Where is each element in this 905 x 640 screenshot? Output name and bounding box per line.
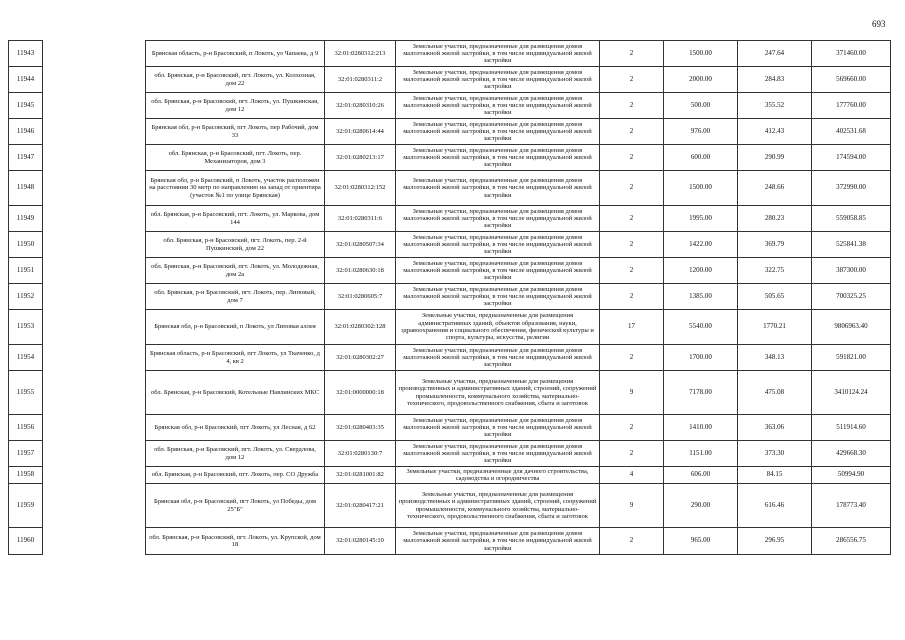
row-number: 11949 bbox=[9, 206, 43, 232]
address-cell: обл. Брянская, р-н Брасовский, пгт. Локоть, ул. Пушкинская, дом 12 bbox=[146, 93, 325, 119]
area-cell: 290.00 bbox=[664, 484, 738, 528]
blank-cell bbox=[43, 441, 146, 467]
cadastral-value-cell: 525841.38 bbox=[812, 232, 891, 258]
address-cell: Брянская обл, р-н Брасовский, п Локоть, ул Липовая аллея bbox=[146, 310, 325, 345]
area-cell: 965.00 bbox=[664, 528, 738, 555]
cadastral-value-cell: 9806963.40 bbox=[812, 310, 891, 345]
land-use-purpose-cell: Земельные участки, предназначенные для размещения домов малоэтажной жилой застройки, в том числе индивидуальной жилой застройки bbox=[396, 345, 600, 371]
area-cell: 1995.00 bbox=[664, 206, 738, 232]
use-group-cell: 2 bbox=[600, 145, 664, 171]
use-group-cell: 2 bbox=[600, 93, 664, 119]
use-group-cell: 2 bbox=[600, 258, 664, 284]
row-number: 11947 bbox=[9, 145, 43, 171]
land-use-purpose-cell: Земельные участки, предназначенные для размещения домов малоэтажной жилой застройки, в том числе индивидуальной жилой застройки bbox=[396, 415, 600, 441]
cadastral-value-cell: 511914.60 bbox=[812, 415, 891, 441]
row-number: 11950 bbox=[9, 232, 43, 258]
address-cell: обл. Брянская, р-н Брасовский, Котельные Навлинских МКС bbox=[146, 371, 325, 415]
blank-cell bbox=[43, 232, 146, 258]
blank-cell bbox=[43, 206, 146, 232]
row-number: 11953 bbox=[9, 310, 43, 345]
land-use-purpose-cell: Земельные участки, предназначенные для размещения домов малоэтажной жилой застройки, в том числе индивидуальной жилой застройки bbox=[396, 206, 600, 232]
cadastral-number-cell: 32:01:0280302:128 bbox=[325, 310, 396, 345]
specific-value-cell: 369.79 bbox=[738, 232, 812, 258]
table-row bbox=[9, 345, 891, 371]
area-cell: 5540.00 bbox=[664, 310, 738, 345]
table-row bbox=[9, 67, 891, 93]
use-group-cell: 2 bbox=[600, 415, 664, 441]
land-use-purpose-cell: Земельные участки, предназначенные для размещения домов малоэтажной жилой застройки, в том числе индивидуальной жилой застройки bbox=[396, 41, 600, 67]
table-row bbox=[9, 441, 891, 467]
table-row bbox=[9, 310, 891, 345]
use-group-cell: 2 bbox=[600, 67, 664, 93]
cadastral-number-cell: 32:01:0280302:27 bbox=[325, 345, 396, 371]
row-number: 11951 bbox=[9, 258, 43, 284]
cadastral-value-cell: 286556.75 bbox=[812, 528, 891, 555]
area-cell: 1151.00 bbox=[664, 441, 738, 467]
specific-value-cell: 290.99 bbox=[738, 145, 812, 171]
row-number: 11952 bbox=[9, 284, 43, 310]
cadastral-value-cell: 178773.40 bbox=[812, 484, 891, 528]
address-cell: Брянская обл, р-н Брасовский, пгт Локоть, ул Победы, дом 25"Б" bbox=[146, 484, 325, 528]
table-row bbox=[9, 232, 891, 258]
use-group-cell: 17 bbox=[600, 310, 664, 345]
address-cell: Брянская обл, р-н Брасовский, п Локоть, участок расположен на расстоянии 30 метр по направлению на запад от ориентира (участок №1 по улице Брянская) bbox=[146, 171, 325, 206]
row-number: 11944 bbox=[9, 67, 43, 93]
row-number: 11945 bbox=[9, 93, 43, 119]
area-cell: 1385.00 bbox=[664, 284, 738, 310]
cadastral-value-cell: 700325.25 bbox=[812, 284, 891, 310]
use-group-cell: 2 bbox=[600, 41, 664, 67]
area-cell: 1500.00 bbox=[664, 171, 738, 206]
specific-value-cell: 475.08 bbox=[738, 371, 812, 415]
use-group-cell: 9 bbox=[600, 484, 664, 528]
table-row bbox=[9, 206, 891, 232]
blank-cell bbox=[43, 145, 146, 171]
cadastral-number-cell: 32:01:0280130:7 bbox=[325, 441, 396, 467]
cadastral-number-cell: 32:01:0280311:6 bbox=[325, 206, 396, 232]
table-row bbox=[9, 258, 891, 284]
row-number: 11954 bbox=[9, 345, 43, 371]
row-number: 11948 bbox=[9, 171, 43, 206]
land-use-purpose-cell: Земельные участки, предназначенные для размещения производственных и административных зданий, строений, сооружений промышленности, коммунального хозяйства, материально-технического, продовольственного снабжения, сбыта и заготовок bbox=[396, 371, 600, 415]
address-cell: обл. Брянская, р-н Брасовский, пгт. Локоть, ул. Молодежная, дом 2а bbox=[146, 258, 325, 284]
blank-cell bbox=[43, 258, 146, 284]
specific-value-cell: 248.66 bbox=[738, 171, 812, 206]
address-cell: обл. Брянская, р-н Брасовский, пгт. Локоть, пер. Механизаторов, дом 3 bbox=[146, 145, 325, 171]
area-cell: 7178.00 bbox=[664, 371, 738, 415]
area-cell: 2000.00 bbox=[664, 67, 738, 93]
cadastral-number-cell: 32:01:0280312:213 bbox=[325, 41, 396, 67]
specific-value-cell: 355.52 bbox=[738, 93, 812, 119]
cadastral-value-cell: 591821.00 bbox=[812, 345, 891, 371]
land-use-purpose-cell: Земельные участки, предназначенные для размещения производственных и административных зданий, строений, сооружений промышленности, коммунального хозяйства, материально-технического, продовольственного снабжения, сбыта и заготовок bbox=[396, 484, 600, 528]
row-number: 11943 bbox=[9, 41, 43, 67]
table-row bbox=[9, 41, 891, 67]
blank-cell bbox=[43, 93, 146, 119]
area-cell: 1422.00 bbox=[664, 232, 738, 258]
address-cell: обл. Брянская, р-н Брасовский, пгт. Локоть, пер. СО Дружба bbox=[146, 467, 325, 484]
specific-value-cell: 322.75 bbox=[738, 258, 812, 284]
row-number: 11959 bbox=[9, 484, 43, 528]
use-group-cell: 2 bbox=[600, 284, 664, 310]
row-number: 11958 bbox=[9, 467, 43, 484]
cadastral-value-table bbox=[8, 40, 891, 555]
use-group-cell: 2 bbox=[600, 528, 664, 555]
land-use-purpose-cell: Земельные участки, предназначенные для размещения домов малоэтажной жилой застройки, в том числе индивидуальной жилой застройки bbox=[396, 258, 600, 284]
address-cell: Брянская обл, р-н Брасовский, пгт Локоть, пер Рабочий, дом 33 bbox=[146, 119, 325, 145]
land-use-purpose-cell: Земельные участки, предназначенные для размещения домов малоэтажной жилой застройки, в том числе индивидуальной жилой застройки bbox=[396, 171, 600, 206]
address-cell: Брянская обл, р-н Брасовский, пгт Локоть, ул Лесная, д 62 bbox=[146, 415, 325, 441]
blank-cell bbox=[43, 171, 146, 206]
cadastral-value-cell: 372990.00 bbox=[812, 171, 891, 206]
table-row bbox=[9, 484, 891, 528]
cadastral-number-cell: 32:01:0280417:21 bbox=[325, 484, 396, 528]
page-number: 693 bbox=[872, 19, 886, 29]
area-cell: 606.00 bbox=[664, 467, 738, 484]
table-row bbox=[9, 467, 891, 484]
blank-cell bbox=[43, 41, 146, 67]
land-use-purpose-cell: Земельные участки, предназначенные для размещения домов малоэтажной жилой застройки, в том числе индивидуальной жилой застройки bbox=[396, 67, 600, 93]
area-cell: 1410.00 bbox=[664, 415, 738, 441]
use-group-cell: 4 bbox=[600, 467, 664, 484]
specific-value-cell: 1770.21 bbox=[738, 310, 812, 345]
table-row bbox=[9, 145, 891, 171]
cadastral-number-cell: 32:01:0280312:152 bbox=[325, 171, 396, 206]
table-row bbox=[9, 415, 891, 441]
row-number: 11946 bbox=[9, 119, 43, 145]
specific-value-cell: 505.65 bbox=[738, 284, 812, 310]
blank-cell bbox=[43, 371, 146, 415]
land-use-purpose-cell: Земельные участки, предназначенные для размещения домов малоэтажной жилой застройки, в том числе индивидуальной жилой застройки bbox=[396, 145, 600, 171]
land-use-purpose-cell: Земельные участки, предназначенные для размещения домов малоэтажной жилой застройки, в том числе индивидуальной жилой застройки bbox=[396, 119, 600, 145]
address-cell: обл. Брянская, р-н Брасовский, пгт. Локоть, пер. Липовый, дом 7 bbox=[146, 284, 325, 310]
table-row bbox=[9, 284, 891, 310]
cadastral-value-cell: 387300.00 bbox=[812, 258, 891, 284]
address-cell: обл. Брянская, р-н Брасовский, пгт. Локоть, ул. Колхозная, дом 22 bbox=[146, 67, 325, 93]
specific-value-cell: 247.64 bbox=[738, 41, 812, 67]
area-cell: 1500.00 bbox=[664, 41, 738, 67]
address-cell: Брянская область, р-н Брасовский, пгт Локоть, ул Ткаченко, д 4, кв 2 bbox=[146, 345, 325, 371]
cadastral-value-cell: 429668.30 bbox=[812, 441, 891, 467]
table-body bbox=[9, 41, 891, 555]
cadastral-number-cell: 32:01:0280403:35 bbox=[325, 415, 396, 441]
table-row bbox=[9, 528, 891, 555]
cadastral-number-cell: 32:01:0280213:17 bbox=[325, 145, 396, 171]
cadastral-value-cell: 3410124.24 bbox=[812, 371, 891, 415]
use-group-cell: 2 bbox=[600, 171, 664, 206]
land-use-purpose-cell: Земельные участки, предназначенные для размещения домов малоэтажной жилой застройки, в том числе индивидуальной жилой застройки bbox=[396, 284, 600, 310]
row-number: 11955 bbox=[9, 371, 43, 415]
cadastral-value-cell: 559058.85 bbox=[812, 206, 891, 232]
cadastral-number-cell: 32:01:0281001:82 bbox=[325, 467, 396, 484]
row-number: 11960 bbox=[9, 528, 43, 555]
specific-value-cell: 284.83 bbox=[738, 67, 812, 93]
cadastral-number-cell: 32:01:0280507:34 bbox=[325, 232, 396, 258]
specific-value-cell: 84.15 bbox=[738, 467, 812, 484]
blank-cell bbox=[43, 67, 146, 93]
table-row bbox=[9, 171, 891, 206]
cadastral-number-cell: 32:01:0000000:18 bbox=[325, 371, 396, 415]
use-group-cell: 2 bbox=[600, 119, 664, 145]
land-use-purpose-cell: Земельные участки, предназначенные для размещения домов малоэтажной жилой застройки, в том числе индивидуальной жилой застройки bbox=[396, 528, 600, 555]
address-cell: обл. Брянская, р-н Брасовский, пгт. Локоть, пер. 2-й Пушкинский, дом 22 bbox=[146, 232, 325, 258]
use-group-cell: 2 bbox=[600, 345, 664, 371]
use-group-cell: 9 bbox=[600, 371, 664, 415]
cadastral-value-cell: 569660.00 bbox=[812, 67, 891, 93]
cadastral-value-cell: 371460.00 bbox=[812, 41, 891, 67]
specific-value-cell: 348.13 bbox=[738, 345, 812, 371]
land-use-purpose-cell: Земельные участки, предназначенные для размещения домов малоэтажной жилой застройки, в том числе индивидуальной жилой застройки bbox=[396, 93, 600, 119]
blank-cell bbox=[43, 345, 146, 371]
table-row bbox=[9, 119, 891, 145]
area-cell: 1700.00 bbox=[664, 345, 738, 371]
blank-cell bbox=[43, 484, 146, 528]
specific-value-cell: 363.06 bbox=[738, 415, 812, 441]
address-cell: обл. Брянская, р-н Брасовский, пгт. Локоть, ул. Крупской, дом 18 bbox=[146, 528, 325, 555]
cadastral-number-cell: 32:01:0280311:2 bbox=[325, 67, 396, 93]
blank-cell bbox=[43, 415, 146, 441]
cadastral-value-cell: 50994.90 bbox=[812, 467, 891, 484]
cadastral-value-cell: 177760.00 bbox=[812, 93, 891, 119]
land-use-purpose-cell: Земельные участки, предназначенные для размещения домов малоэтажной жилой застройки, в том числе индивидуальной жилой застройки bbox=[396, 441, 600, 467]
cadastral-number-cell: 32:01:0280145:10 bbox=[325, 528, 396, 555]
row-number: 11956 bbox=[9, 415, 43, 441]
cadastral-number-cell: 32:01:0280630:18 bbox=[325, 258, 396, 284]
address-cell: обл. Брянская, р-н Брасовский, пгт. Локоть, ул. Маркова, дом 144 bbox=[146, 206, 325, 232]
blank-cell bbox=[43, 284, 146, 310]
blank-cell bbox=[43, 467, 146, 484]
table-row bbox=[9, 371, 891, 415]
area-cell: 1200.00 bbox=[664, 258, 738, 284]
use-group-cell: 2 bbox=[600, 206, 664, 232]
cadastral-number-cell: 32:01:0280605:7 bbox=[325, 284, 396, 310]
use-group-cell: 2 bbox=[600, 441, 664, 467]
blank-cell bbox=[43, 310, 146, 345]
cadastral-number-cell: 32:01:0280310:26 bbox=[325, 93, 396, 119]
cadastral-value-cell: 174594.00 bbox=[812, 145, 891, 171]
table-row bbox=[9, 93, 891, 119]
area-cell: 500.00 bbox=[664, 93, 738, 119]
address-cell: Брянская область, р-н Брасовский, п Локоть, ул Чапаева, д 9 bbox=[146, 41, 325, 67]
blank-cell bbox=[43, 119, 146, 145]
land-use-purpose-cell: Земельные участки, предназначенные для размещения домов малоэтажной жилой застройки, в том числе индивидуальной жилой застройки bbox=[396, 232, 600, 258]
specific-value-cell: 280.23 bbox=[738, 206, 812, 232]
cadastral-number-cell: 32:01:0280614:44 bbox=[325, 119, 396, 145]
specific-value-cell: 296.95 bbox=[738, 528, 812, 555]
area-cell: 600.00 bbox=[664, 145, 738, 171]
row-number: 11957 bbox=[9, 441, 43, 467]
use-group-cell: 2 bbox=[600, 232, 664, 258]
land-use-purpose-cell: Земельные участки, предназначенные для дачного строительства, садоводства и огородничества bbox=[396, 467, 600, 484]
specific-value-cell: 412.43 bbox=[738, 119, 812, 145]
blank-cell bbox=[43, 528, 146, 555]
area-cell: 976.00 bbox=[664, 119, 738, 145]
land-use-purpose-cell: Земельные участки, предназначенные для размещения административных зданий, объектов образования, науки, здравоохранения и социального обеспечения, физической культуры и спорта, культуры, искусства, религии bbox=[396, 310, 600, 345]
specific-value-cell: 616.46 bbox=[738, 484, 812, 528]
address-cell: обл. Брянская, р-н Брасовский, пгт. Локоть, ул. Свердлова, дом 12 bbox=[146, 441, 325, 467]
specific-value-cell: 373.30 bbox=[738, 441, 812, 467]
cadastral-value-cell: 402531.68 bbox=[812, 119, 891, 145]
